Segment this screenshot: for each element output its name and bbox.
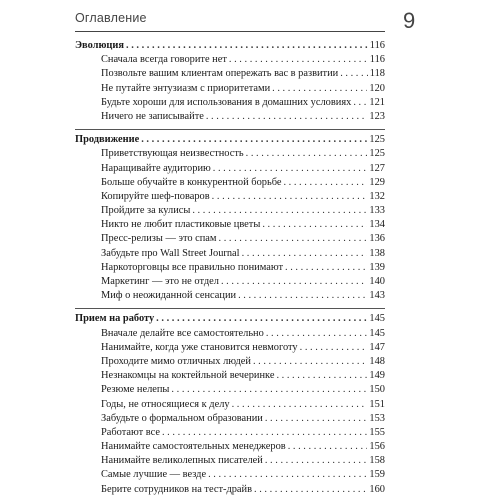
- toc-entry-title: Берите сотрудников на тест-драйв: [101, 483, 253, 495]
- toc-entry: [75, 232, 385, 246]
- toc-entry-title: Больше обучайте в конкурентной борьбе: [101, 176, 282, 188]
- toc-entry-page: 160: [369, 483, 385, 495]
- toc-entry-title: Резюме нелепы: [101, 384, 170, 396]
- toc-entry-title: Копируйте шеф-поваров: [101, 190, 210, 202]
- toc-entry-title: Продвижение: [75, 134, 140, 146]
- toc-entry: [75, 218, 385, 232]
- toc-section-heading: [75, 312, 385, 326]
- dot-leader: [283, 176, 367, 190]
- toc-entry-page: 121: [369, 96, 385, 108]
- dot-leader: [340, 67, 368, 81]
- toc-entry-title: Никто не любит пластиковые цветы: [101, 219, 261, 231]
- toc-entry-page: 116: [369, 54, 385, 66]
- toc-entry-page: 155: [369, 426, 385, 438]
- toc-entry-page: 148: [369, 355, 385, 367]
- toc-entry-title: Миф о неожиданной сенсации: [101, 290, 237, 302]
- dot-leader: [262, 218, 367, 232]
- dot-leader: [126, 39, 368, 53]
- dot-leader: [206, 110, 368, 124]
- toc-entry: [75, 261, 385, 275]
- toc-entry-title: Позвольте вашим клиентам опережать вас в развитии: [101, 68, 339, 80]
- toc-entry-page: 116: [369, 40, 385, 51]
- toc-entry: [75, 398, 385, 412]
- toc-entry-page: 149: [369, 370, 385, 382]
- toc-entry-title: Незнакомцы на коктейльной вечеринке: [101, 370, 275, 382]
- toc-entry-title: Будьте хороши для использования в домашних условиях: [101, 96, 352, 108]
- toc-entry-page: 159: [369, 469, 385, 481]
- toc-entry-title: Сначала всегда говорите нет: [101, 54, 227, 66]
- toc-entry: [75, 204, 385, 218]
- dot-leader: [288, 440, 368, 454]
- toc-entry: [75, 289, 385, 303]
- toc-entry-title: Нанимайте великолепных писателей: [101, 455, 263, 467]
- toc-entry-page: 140: [369, 276, 385, 287]
- dot-leader: [253, 355, 367, 369]
- toc-entry-page: 127: [369, 162, 385, 174]
- toc-entry-page: 153: [369, 412, 385, 424]
- toc-entry-page: 125: [369, 148, 385, 160]
- dot-leader: [300, 341, 368, 355]
- toc-entry: [75, 454, 385, 468]
- toc-entry: [75, 110, 385, 124]
- toc-entry-page: 123: [369, 110, 385, 122]
- toc-entry-title: Эволюция: [75, 40, 125, 51]
- toc-entry-title: Прием на работу: [75, 313, 155, 325]
- toc-entry: [75, 147, 385, 161]
- toc-entry: [75, 67, 385, 81]
- toc-entry-page: 158: [369, 455, 385, 467]
- toc-entry: [75, 355, 385, 369]
- toc-entry-page: 147: [369, 341, 385, 353]
- dot-leader: [265, 454, 368, 468]
- table-of-contents: [75, 39, 385, 497]
- toc-section-heading: [75, 39, 385, 53]
- toc-entry: [75, 247, 385, 261]
- toc-section: [75, 129, 385, 303]
- dot-leader: [246, 147, 368, 161]
- toc-entry: [75, 483, 385, 497]
- toc-entry-page: 151: [369, 398, 385, 410]
- toc-entry-page: 156: [369, 441, 385, 453]
- toc-entry-title: Забудьте о формальном образовании: [101, 412, 263, 424]
- toc-entry: [75, 383, 385, 397]
- toc-entry: [75, 53, 385, 67]
- toc-entry-page: 143: [369, 290, 385, 302]
- toc-entry: [75, 162, 385, 176]
- toc-entry: [75, 341, 385, 355]
- toc-entry-title: Вначале делайте все самостоятельно: [101, 327, 264, 339]
- toc-entry-title: Нанимайте, когда уже становится невмоготу: [101, 341, 298, 353]
- dot-leader: [272, 82, 367, 96]
- toc-entry-title: Не путайте энтузиазм с приоритетами: [101, 82, 271, 94]
- toc-entry-page: 133: [369, 205, 385, 217]
- toc-entry-page: 145: [369, 313, 385, 325]
- dot-leader: [219, 232, 368, 246]
- dot-leader: [353, 96, 367, 110]
- toc-entry-title: Самые лучшие — везде: [101, 469, 207, 481]
- toc-entry-title: Наркоторговцы все правильно понимают: [101, 261, 283, 273]
- toc-entry: [75, 327, 385, 341]
- toc-entry-title: Проходите мимо отличных людей: [101, 355, 251, 367]
- toc-entry: [75, 176, 385, 190]
- toc-entry-title: Ничего не записывайте: [101, 110, 204, 122]
- dot-leader: [156, 312, 367, 326]
- toc-section: [75, 39, 385, 124]
- dot-leader: [229, 53, 368, 67]
- dot-leader: [221, 275, 367, 289]
- page-number: 9: [403, 8, 416, 33]
- toc-entry: [75, 82, 385, 96]
- toc-entry-title: Маркетинг — это не отдел: [101, 276, 219, 287]
- toc-entry-page: 145: [369, 327, 385, 339]
- header-rule: [75, 31, 385, 32]
- dot-leader: [238, 289, 367, 303]
- toc-entry-page: 138: [369, 247, 385, 259]
- toc-entry-title: Пресс-релизы — это спам: [101, 233, 217, 245]
- toc-entry-title: Пройдите за кулисы: [101, 205, 191, 217]
- toc-entry-page: 139: [369, 261, 385, 273]
- dot-leader: [266, 327, 368, 341]
- toc-entry: [75, 412, 385, 426]
- toc-entry-title: Наращивайте аудиторию: [101, 162, 211, 174]
- dot-leader: [141, 133, 367, 147]
- toc-entry-title: Работают все: [101, 426, 160, 438]
- toc-entry-page: 150: [369, 384, 385, 396]
- dot-leader: [265, 412, 368, 426]
- dot-leader: [162, 426, 367, 440]
- dot-leader: [192, 204, 367, 218]
- toc-entry-page: 129: [369, 176, 385, 188]
- toc-entry: [75, 96, 385, 110]
- toc-entry: [75, 440, 385, 454]
- dot-leader: [232, 398, 368, 412]
- dot-leader: [285, 261, 367, 275]
- toc-entry-title: Приветствующая неизвестность: [101, 148, 244, 160]
- dot-leader: [208, 468, 367, 482]
- toc-entry-title: Годы, не относящиеся к делу: [101, 398, 230, 410]
- toc-entry: [75, 275, 385, 289]
- toc-entry-title: Нанимайте самостоятельных менеджеров: [101, 441, 286, 453]
- toc-entry-page: 118: [369, 68, 385, 80]
- toc-entry: [75, 426, 385, 440]
- toc-entry: [75, 369, 385, 383]
- dot-leader: [212, 190, 368, 204]
- dot-leader: [171, 383, 367, 397]
- dot-leader: [276, 369, 367, 383]
- dot-leader: [242, 247, 368, 261]
- toc-entry-page: 132: [369, 190, 385, 202]
- toc-entry: [75, 468, 385, 482]
- dot-leader: [254, 483, 367, 497]
- toc-entry-page: 125: [369, 134, 385, 146]
- toc-entry-page: 136: [369, 233, 385, 245]
- toc-section-heading: [75, 133, 385, 147]
- toc-entry-title: Забудьте про Wall Street Journal: [101, 247, 240, 259]
- dot-leader: [213, 162, 368, 176]
- running-header: Оглавление: [75, 11, 147, 25]
- toc-entry-page: 134: [369, 219, 385, 231]
- toc-entry: [75, 190, 385, 204]
- toc-section: [75, 308, 385, 496]
- toc-entry-page: 120: [369, 82, 385, 94]
